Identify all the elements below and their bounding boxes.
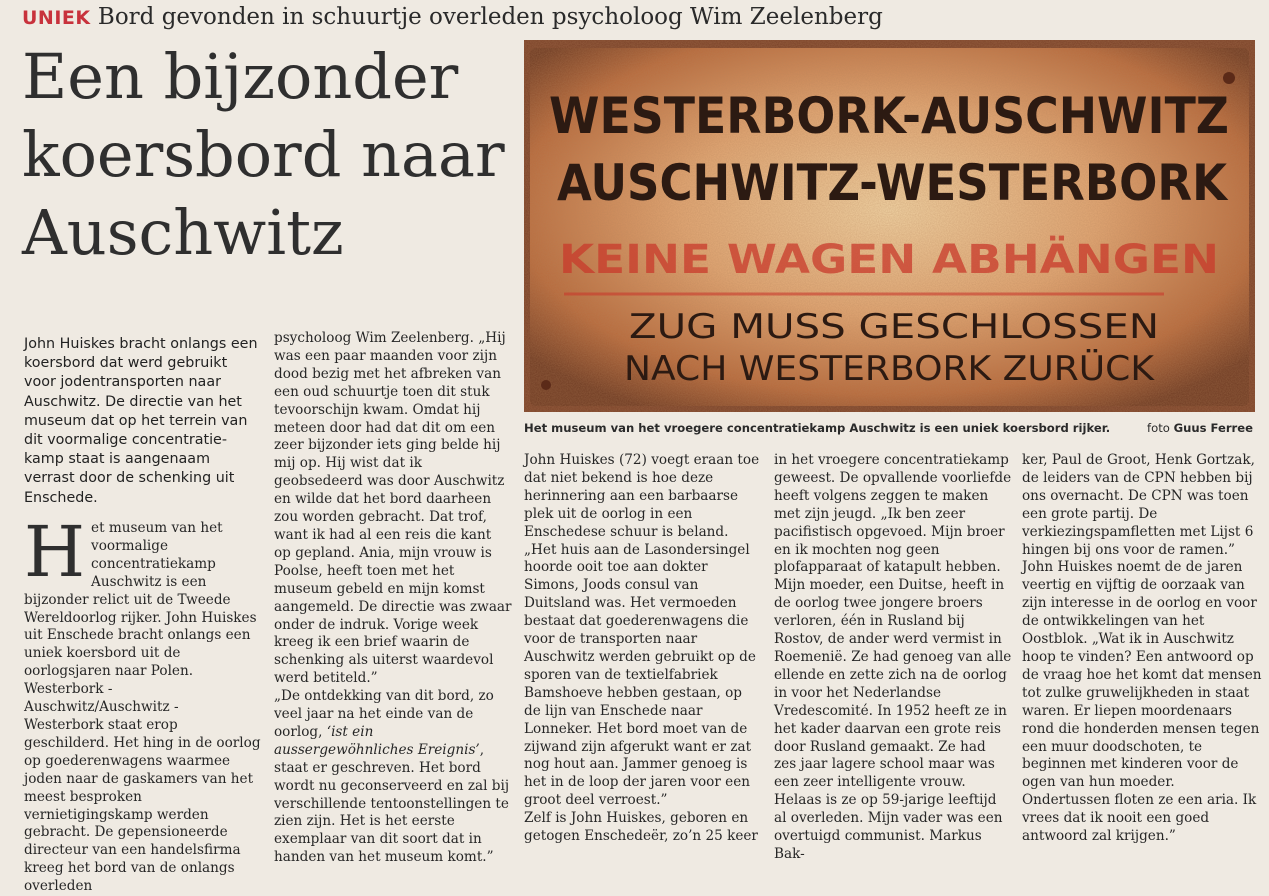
intro-paragraph: John Huiskes bracht onlangs een koersbord dat werd gebruikt voor jodentransporten naar Auschwitz. De directie van het museum dat op het terrein van dit voormalige concentratie-kamp staat is aangenaam verrast door de schenking uit Enschede. bbox=[24, 336, 258, 506]
subhead-line bbox=[22, 2, 1262, 33]
sign-photo bbox=[524, 40, 1255, 412]
sign-line-4: ZUG MUSS GESCHLOSSEN bbox=[629, 307, 1159, 347]
sign-line-5: NACH WESTERBORK ZURÜCK bbox=[624, 349, 1124, 389]
article-column-2 bbox=[274, 330, 512, 867]
article-column-3 bbox=[524, 452, 762, 846]
drop-cap: H bbox=[24, 511, 86, 593]
column-3-paragraph-2: Zelf is John Huiskes, geboren en getogen Enschedeër, zo’n 25 keer bbox=[524, 810, 758, 845]
photo-credit bbox=[1147, 421, 1253, 435]
sign-line-2: AUSCHWITZ-WESTERBORK bbox=[557, 154, 1230, 212]
credit-name: Guus Ferree bbox=[1173, 421, 1253, 435]
column-3-paragraph-1: John Huiskes (72) voegt eraan toe dat niet bekend is hoe deze herinnering aan een barbaarse plek uit de oorlog in een Enschedese schuur is beland. „Het huis aan de Lasondersingel hoorde ooit toe aan dokter Simons, Joods consul van Duitsland was. Het vermoeden bestaat dat goederenwagens die voor de transporten naar Auschwitz werden gebruikt op de sporen van de textielfabriek Bamshoeve hebben gestaan, op de lijn van Enschede naar Lonneker. Het bord moet van de zijwand zijn afgerukt want er zat nog hout aan. Jammer genoeg is het in de loop der jaren voor een groot deel verroest.” bbox=[524, 452, 760, 809]
headline bbox=[22, 38, 517, 272]
column-4-text: in het vroegere concentratiekamp geweest. De opvallende voorliefde heeft volgens zeggen te maken met zijn jeugd. „Ik ben zeer pacifistisch opgevoed. Mijn broer en ik mochten nog geen plofapparaat of katapult hebben. Mijn moeder, een Duitse, heeft in de oorlog twee jongere broers verloren, één in Rusland bij Rostov, de ander werd vermist in Roemenië. Ze had genoeg van alle ellende en zette zich na de oorlog in voor het Nederlandse Vredescomité. In 1952 heeft ze in het kader daarvan een grote reis door Rusland gemaakt. Ze had zes jaar lagere school maar was een zeer intelligente vrouw. Helaas is ze op 59-jarige leeftijd al overleden. Mijn vader was een overtuigd communist. Markus Bak- bbox=[774, 452, 1012, 862]
article-column-4 bbox=[774, 452, 1012, 864]
article-column-5 bbox=[1022, 452, 1262, 846]
column-2-paragraph-1: psycholoog Wim Zeelenberg. „Hij was een paar maanden voor zijn dood bezig met het afbreken van een oud schuurtje toen dit stuk tevoorschijn kwam. Omdat hij meteen door had dat dit om een zeer bijzonder iets ging belde hij mij op. Hij wist dat ik geobsedeerd was door Auschwitz en wilde dat het bord daarheen zou worden gebracht. Dat trof, want ik had al een reis die kant op gepland. Ania, mijn vrouw is Poolse, heeft toen met het museum gebeld en mijn komst aangemeld. De directie was zwaar onder de indruk. Vorige week kreeg ik een brief waarin de schenking als uiterst waardevol werd betiteld.” bbox=[274, 330, 512, 687]
headline-line-3: Auschwitz bbox=[22, 196, 344, 269]
headline-line-1: Een bijzonder bbox=[22, 40, 459, 113]
photo-caption bbox=[524, 421, 1255, 435]
column-5-paragraph-2: John Huiskes noemt de de jaren veertig en vijftig de oorzaak van zijn interesse in de oorlog en voor de ontwikkelingen van het Oostblok. „Wat ik in Auschwitz hoop te vinden? Een antwoord op de vraag hoe het komt dat mensen tot zulke gruwelijkheden in staat waren. Er liepen moordenaars rond die honderden mensen tegen een muur doodschoten, te beginnen met kinderen voor de ogen van hun moeder. Ondertussen floten ze een aria. Ik vrees dat ik nooit een goed antwoord zal krijgen.” bbox=[1022, 559, 1262, 845]
article-column-1 bbox=[24, 511, 262, 896]
german-quote: ‘ist ein aussergewöhnliches Ereignis’ bbox=[274, 723, 480, 758]
subhead: Bord gevonden in schuurtje overleden psycholoog Wim Zeelenberg bbox=[97, 4, 883, 30]
column-2-text-b: , staat er geschreven. Het bord wordt nu geconserveerd en zal bij verschillende tentoonstellingen te zien zijn. Het is het eerste exemplaar van dit soort dat in handen van het museum komt.” bbox=[274, 741, 510, 866]
caption-text: Het museum van het vroegere concentratiekamp Auschwitz is een uniek koersbord rijker. bbox=[524, 421, 1111, 435]
credit-prefix: foto bbox=[1147, 421, 1170, 435]
column-2-paragraph-2 bbox=[274, 688, 512, 867]
sign-line-1: WESTERBORK-AUSCHWITZ bbox=[549, 87, 1229, 145]
sign-line-3: KEINE WAGEN ABHÄNGEN bbox=[559, 237, 1141, 283]
rusty-sign-image bbox=[524, 40, 1255, 412]
column-5-paragraph-1: ker, Paul de Groot, Henk Gortzak, de leiders van de CPN hebben bij ons overnacht. De CPN was toen een grote partij. De verkiezingspamfletten met Lijst 6 hingen bij ons voor de ramen.” bbox=[1022, 452, 1255, 558]
column-1-text: et museum van het voormalige concentratiekamp Auschwitz is een bijzonder relict uit de Tweede Wereldoorlog rijker. John Huiskes uit Enschede bracht onlangs een uniek koersbord uit de oorlogsjaren naar Polen. Westerbork - Auschwitz/Auschwitz - Westerbork staat erop geschilderd. Het hing in de oorlog op goederenwagens waarmee joden naar de gaskamers van het meest besproken vernietigingskamp werden gebracht. De gepensioneerde directeur van een handelsfirma kreeg het bord van de onlangs overleden bbox=[24, 520, 261, 895]
headline-line-2: koersbord naar bbox=[22, 118, 505, 191]
column-2-text-a: „De ontdekking van dit bord, zo veel jaar na het einde van de oorlog, bbox=[274, 688, 494, 740]
kicker-label: UNIEK bbox=[22, 7, 91, 29]
